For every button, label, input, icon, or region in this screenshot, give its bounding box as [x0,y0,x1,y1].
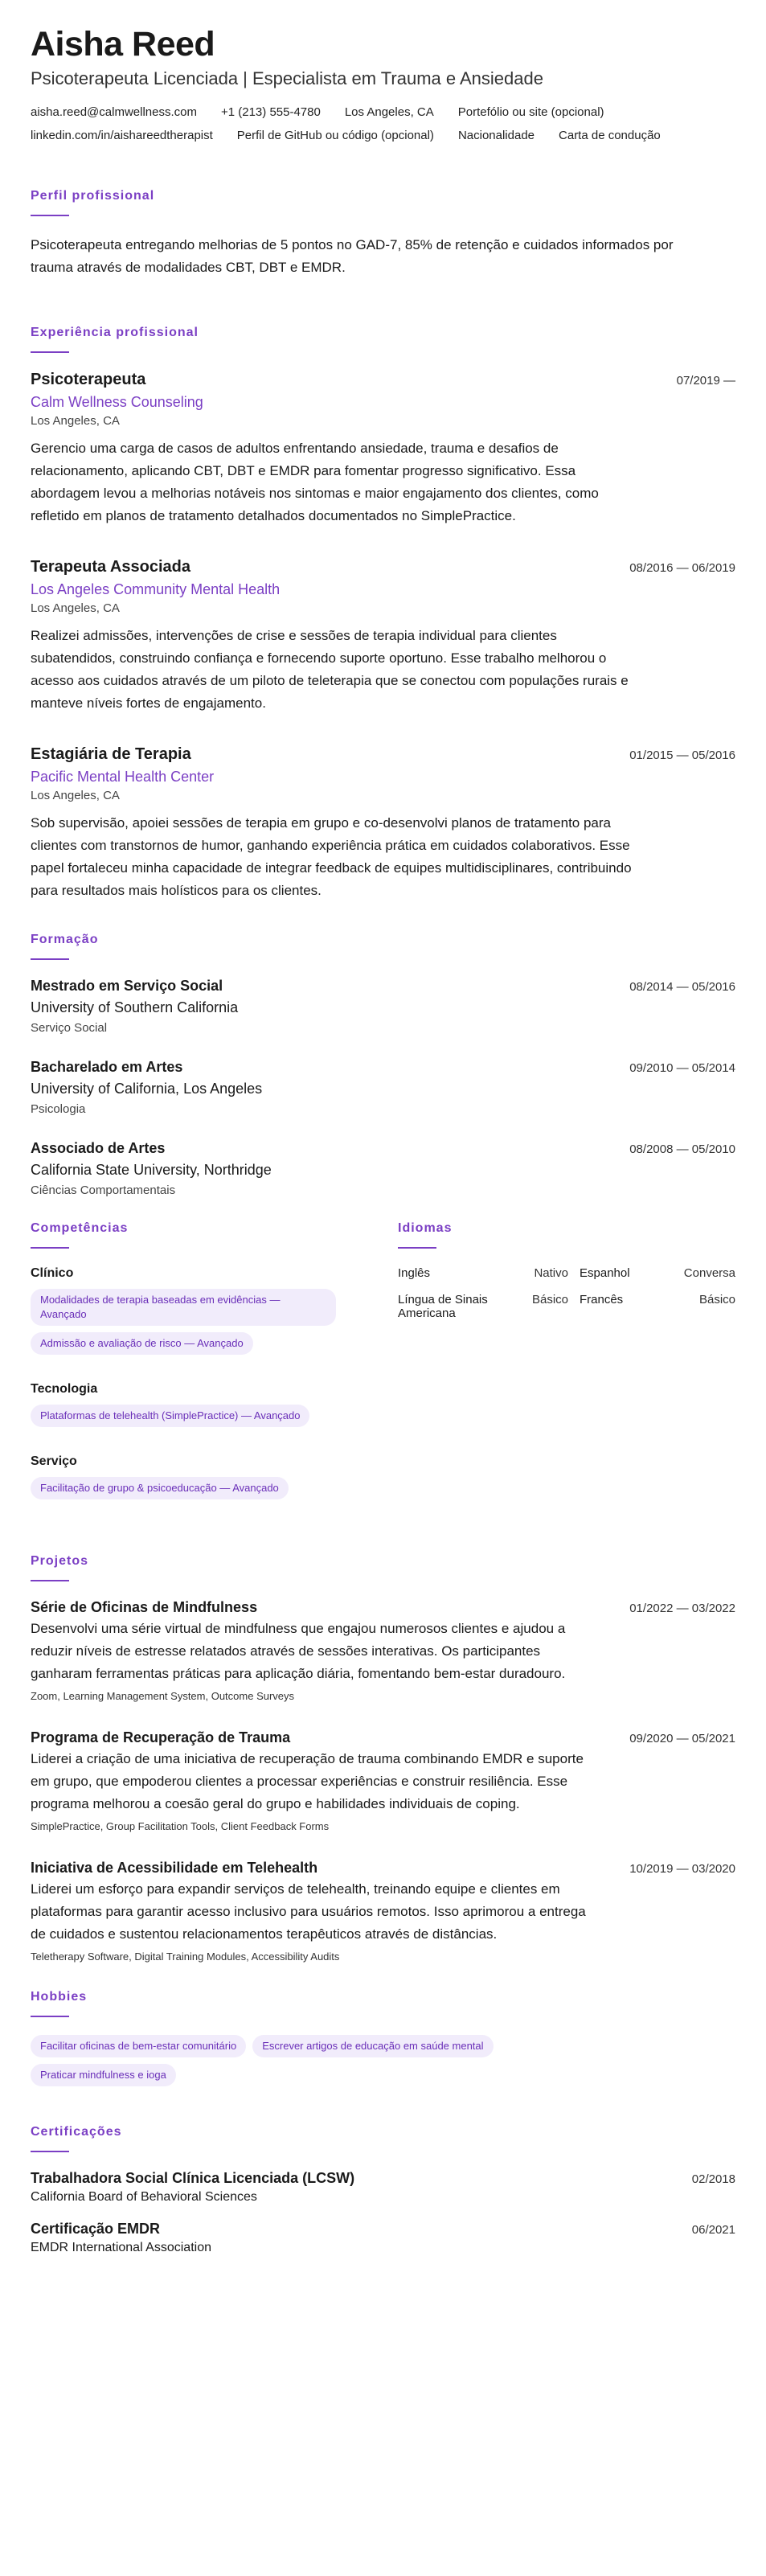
education-degree: Associado de Artes [31,1140,166,1157]
project-tools: Teletherapy Software, Digital Training Modules, Accessibility Audits [31,1950,340,1963]
project-entry [31,1860,735,1963]
job-organization: Calm Wellness Counseling [31,394,203,411]
job-dates: 01/2015 — 05/2016 [629,749,735,763]
projects-section [31,1554,735,1963]
skills-languages-row [31,1221,735,1527]
contact-location: Los Angeles, CA [344,105,434,120]
certification-entry [31,2221,735,2255]
certification-issuer: EMDR International Association [31,2241,211,2255]
job-entry [31,745,735,902]
skill-group [31,1454,368,1506]
certifications-section [31,2125,735,2255]
project-description: Desenvolvi uma série virtual de mindfulness que engajou numerosos clientes e ajudou a reduzir níveis de estresse relatados através de sessões interativas. Os participantes ganharam ferramentas práticas para aplicação diária, fomentando bem-estar duradouro. [31,1621,566,1682]
project-entry [31,1599,735,1702]
skill-category: Tecnologia [31,1382,98,1397]
section-divider [31,1247,69,1249]
candidate-name: Aisha Reed [31,25,215,64]
section-divider [31,2151,69,2152]
project-title: Série de Oficinas de Mindfulness [31,1599,258,1616]
language-name: Inglês [398,1266,431,1281]
certification-date: 02/2018 [691,2172,735,2187]
education-entry [31,1059,735,1116]
experience-section [31,326,735,902]
project-tools: SimplePractice, Group Facilitation Tools, Client Feedback Forms [31,1820,330,1833]
contact-nationality: Nacionalidade [457,129,535,143]
certification-entry [31,2170,735,2205]
project-dates: 10/2019 — 03/2020 [629,1862,735,1877]
language-list [398,1266,735,1320]
section-title: Perfil profissional [31,189,155,203]
certification-name: Trabalhadora Social Clínica Licenciada (LCSW) [31,2170,355,2187]
section-divider [31,1580,69,1581]
section-title: Idiomas [398,1221,453,1236]
job-location: Los Angeles, CA [31,789,120,803]
project-description: Liderei um esforço para expandir serviços de telehealth, treinando equipe e clientes em plataformas para garantir acesso inclusivo para usuários remotos. Isso aprimorou a entrega de cuidados e sustentou relacionamentos terapêuticos através de distâncias. [31,1881,586,1942]
education-school: University of Southern California [31,999,239,1016]
contact-linkedin[interactable]: linkedin.com/in/aishareedtherapist [31,129,213,143]
hobby-tag: Escrever artigos de educação em saúde mental [252,2035,493,2057]
education-degree: Bacharelado em Artes [31,1059,183,1076]
education-field: Psicologia [31,1102,86,1117]
language-name: Espanhol [580,1266,630,1281]
skill-tag: Plataformas de telehealth (SimplePractice) — Avançado [31,1405,309,1427]
contact-list [31,105,706,142]
certification-name: Certificação EMDR [31,2221,161,2238]
skill-tag: Facilitação de grupo & psicoeducação — Avançado [31,1477,289,1499]
hobbies-section [31,1990,735,2093]
job-role: Estagiária de Terapia [31,745,191,764]
hobby-tag: Praticar mindfulness e ioga [31,2064,176,2086]
skill-category: Clínico [31,1266,74,1281]
contact-portfolio[interactable]: Portefólio ou site (opcional) [457,105,604,120]
education-field: Ciências Comportamentais [31,1183,176,1198]
job-location: Los Angeles, CA [31,414,120,429]
education-entry [31,978,735,1035]
hobby-tag: Facilitar oficinas de bem-estar comunitário [31,2035,246,2057]
project-title: Iniciativa de Acessibilidade em Telehealth [31,1860,318,1877]
language-name: Francês [580,1293,624,1307]
project-entry [31,1729,735,1832]
project-description: Liderei a criação de uma iniciativa de recuperação de trauma combinando EMDR e suporte em grupo, que empoderou clientes a processar experiências e construir resiliência. Esse programa melhorou a coesão geral do grupo e habilidades individuais de coping. [31,1751,584,1812]
language-level: Conversa [683,1266,735,1281]
skill-group [31,1382,368,1434]
section-divider [31,958,69,960]
section-title: Hobbies [31,1990,88,2004]
job-role: Terapeuta Associada [31,558,190,576]
hobby-list [31,2035,641,2093]
candidate-headline: Psicoterapeuta Licenciada | Especialista em Trauma e Ansiedade [31,68,543,89]
contact-phone[interactable]: +1 (213) 555-4780 [220,105,321,120]
education-field: Serviço Social [31,1021,108,1036]
skill-tag: Modalidades de terapia baseadas em evidências — Avançado [31,1289,336,1326]
skill-tag: Admissão e avaliação de risco — Avançado [31,1332,253,1355]
project-title: Programa de Recuperação de Trauma [31,1729,291,1746]
job-entry [31,371,735,527]
section-divider [31,351,69,353]
education-entry [31,1140,735,1197]
job-description: Realizei admissões, intervenções de crise e sessões de terapia individual para clientes subatendidos, construindo confiança e fornecendo suporte oportuno. Esse trabalho melhorou o acesso aos cuidados através de um piloto de teleterapia que se conectou com populações rurais e manteve níveis fortes de engajamento. [31,628,629,712]
section-title: Competências [31,1221,129,1236]
summary-section [31,189,735,279]
contact-email[interactable]: aisha.reed@calmwellness.com [31,105,197,120]
job-description: Sob supervisão, apoiei sessões de terapia em grupo e co-desenvolvi planos de tratamento para clientes com transtornos de humor, ganhando experiência prática em cuidados colaborativos. Esse papel fortaleceu minha capacidade de integrar feedback de equipes multidisciplinares, contribuindo para resultados mais holísticos para os clientes. [31,815,632,899]
project-dates: 09/2020 — 05/2021 [629,1732,735,1746]
job-location: Los Angeles, CA [31,601,120,616]
certification-issuer: California Board of Behavioral Sciences [31,2190,257,2205]
resume-header [31,26,735,142]
job-organization: Los Angeles Community Mental Health [31,581,281,598]
language-level: Básico [698,1293,735,1307]
section-divider [31,215,69,216]
job-description: Gerencio uma carga de casos de adultos enfrentando ansiedade, trauma e desafios de relacionamento, aplicando CBT, DBT e EMDR para fomentar progresso significativo. Essa abordagem levou a melhorias notáveis nos sintomas e maior engajamento dos clientes, como refletido em planos de tratamento detalhados documentados no SimplePractice. [31,441,599,524]
job-role: Psicoterapeuta [31,371,146,389]
section-title: Certificações [31,2125,122,2139]
skills-section [31,1221,368,1527]
job-dates: 07/2019 — [676,374,735,388]
section-title: Experiência profissional [31,326,199,340]
skill-group [31,1266,368,1361]
section-divider [31,2016,69,2017]
job-entry [31,558,735,715]
contact-driving-license: Carta de condução [559,129,661,143]
section-divider [398,1247,436,1249]
language-level: Básico [531,1293,568,1307]
education-school: University of California, Los Angeles [31,1081,263,1097]
education-dates: 09/2010 — 05/2014 [629,1061,735,1076]
project-dates: 01/2022 — 03/2022 [629,1602,735,1616]
section-title: Formação [31,933,99,947]
job-organization: Pacific Mental Health Center [31,769,215,786]
language-name: Língua de Sinais Americana [398,1293,488,1321]
summary-text: Psicoterapeuta entregando melhorias de 5 pontos no GAD-7, 85% de retenção e cuidados informados por trauma através de modalidades CBT, DBT e EMDR. [31,237,674,276]
project-tools: Zoom, Learning Management System, Outcome Surveys [31,1690,295,1703]
languages-section [398,1221,735,1527]
education-section [31,933,735,1197]
section-title: Projetos [31,1554,89,1569]
education-dates: 08/2014 — 05/2016 [629,980,735,995]
skill-category: Serviço [31,1454,77,1469]
education-degree: Mestrado em Serviço Social [31,978,223,995]
certification-date: 06/2021 [691,2223,735,2238]
education-dates: 08/2008 — 05/2010 [629,1142,735,1157]
contact-github[interactable]: Perfil de GitHub ou código (opcional) [236,129,434,143]
job-dates: 08/2016 — 06/2019 [629,561,735,576]
language-level: Nativo [534,1266,568,1281]
education-school: California State University, Northridge [31,1162,272,1179]
